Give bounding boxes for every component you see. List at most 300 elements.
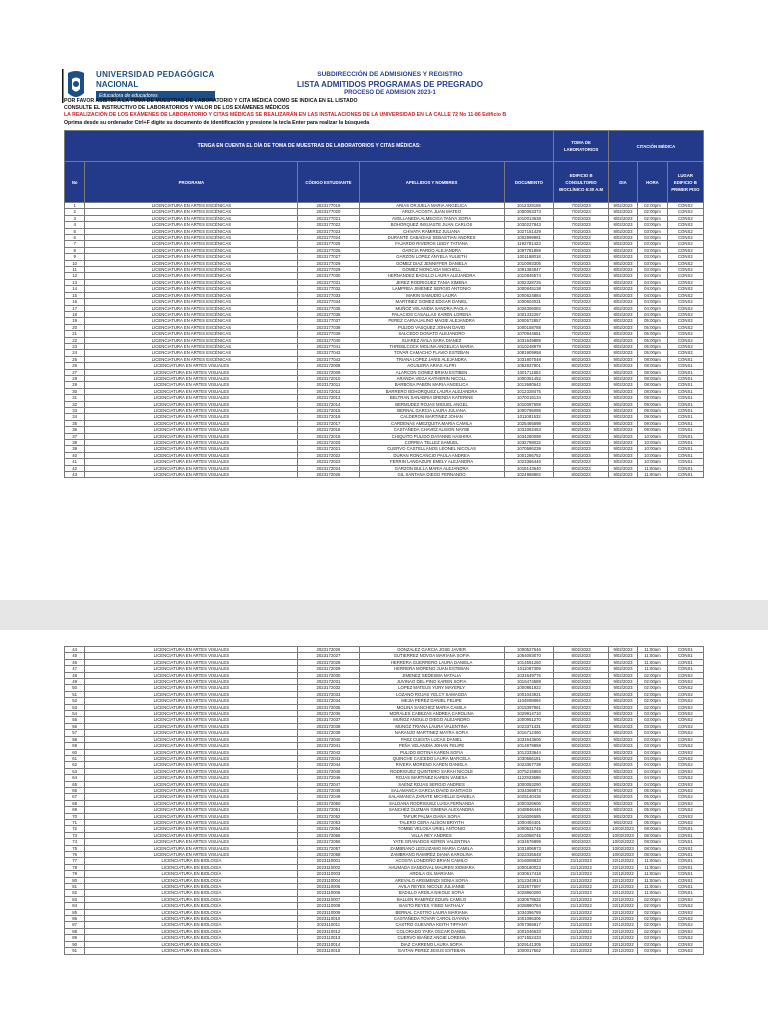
cell-no: 79 <box>65 871 85 877</box>
cell-no: 55 <box>65 717 85 723</box>
cell-no: 44 <box>65 647 85 653</box>
cell-hora: 05:00pm <box>638 787 667 793</box>
cell-lugar: CONS2 <box>667 736 703 742</box>
cell-hora: 11:00am <box>638 884 667 890</box>
cell-nombres: CORREA TELLEZ SAMUEL <box>359 440 504 446</box>
cell-no: 20 <box>65 324 85 330</box>
cell-documento: 1104908894 <box>504 698 554 704</box>
cell-nombres: JIMENEZ SEDESMA NATALIA <box>359 672 504 678</box>
cell-no: 32 <box>65 401 85 407</box>
cell-codigo: 2023177041 <box>298 343 359 349</box>
cell-dia: 8/02/2023 <box>608 286 637 292</box>
cell-lugar: CONS2 <box>667 331 703 337</box>
cell-hora: 11:00am <box>638 465 667 471</box>
cell-no: 89 <box>65 935 85 941</box>
cell-nombres: RODRIGUEZ QUINTERO SARAH NICOLE <box>359 768 504 774</box>
cell-dia: 9/02/2023 <box>608 375 637 381</box>
cell-no: 17 <box>65 305 85 311</box>
cell-codigo: 2023172009 <box>298 369 359 375</box>
cell-nombres: YATE GRANADOS KEREN VALENTINA <box>359 839 504 845</box>
cell-programa: LICENCIATURA EN ARTES VISUALES <box>85 852 298 858</box>
cell-documento: 1000795085 <box>504 408 554 414</box>
cell-no: 73 <box>65 832 85 838</box>
cell-hora: 04:00pm <box>638 305 667 311</box>
cell-toma: 7/02/2023 <box>554 286 608 292</box>
cell-dia: 8/02/2023 <box>608 337 637 343</box>
cell-codigo: 2023110005 <box>298 884 359 890</box>
cell-nombres: TOMBE VELOSA URIEL ANTONIO <box>359 826 504 832</box>
table-row <box>65 472 704 478</box>
cell-nombres: AVILA REYES NICOLE JULIANNE <box>359 884 504 890</box>
cell-lugar: CONS2 <box>667 679 703 685</box>
cell-hora: 05:00pm <box>638 343 667 349</box>
cell-nombres: BERNAL GARCIA LAURA JULIANA <box>359 408 504 414</box>
cell-lugar: CONS2 <box>667 343 703 349</box>
cell-no: 72 <box>65 826 85 832</box>
cell-documento: 1014979858 <box>504 743 554 749</box>
cell-nombres: LOZANO ROJAS YELCY SAMAGDA <box>359 691 504 697</box>
cell-hora: 03:00pm <box>638 717 667 723</box>
cell-dia: 10/02/2023 <box>608 845 637 851</box>
cell-lugar: CONS2 <box>667 723 703 729</box>
cell-codigo: 2023172046 <box>298 775 359 781</box>
cell-programa: LICENCIATURA EN ARTES VISUALES <box>85 698 298 704</box>
cell-no: 54 <box>65 711 85 717</box>
cell-lugar: CONS2 <box>667 672 703 678</box>
cell-documento: 1015474589 <box>504 679 554 685</box>
cell-lugar: CONS2 <box>667 222 703 228</box>
cell-codigo: 2023172058 <box>298 852 359 858</box>
cell-hora: 04:00pm <box>638 286 667 292</box>
cell-toma: 7/02/2023 <box>554 203 608 209</box>
cell-nombres: BELTRAN SANABRIA BRENDA KATERINE <box>359 395 504 401</box>
cell-no: 12 <box>65 273 85 279</box>
cell-hora: 02:00pm <box>638 215 667 221</box>
cell-toma: 8/02/2023 <box>554 813 608 819</box>
cell-nombres: SALCEDO DONATO ALEJANDRO <box>359 331 504 337</box>
cell-toma: 8/02/2023 <box>554 401 608 407</box>
cell-nombres: MOLINA SANCHEZ MARIA CAMILA <box>359 704 504 710</box>
cell-nombres: VILLA REY ANDRES <box>359 832 504 838</box>
cell-lugar: CONS1 <box>667 440 703 446</box>
cell-nombres: BASTO REYES YISED NATHALY <box>359 903 504 909</box>
cell-hora: 02:00pm <box>638 679 667 685</box>
cell-dia: 9/02/2023 <box>608 679 637 685</box>
cell-documento: 1000572857 <box>504 318 554 324</box>
cell-codigo: 2023172018 <box>298 427 359 433</box>
cell-lugar: CONS2 <box>667 324 703 330</box>
cell-codigo: 2023172053 <box>298 819 359 825</box>
cell-no: 1 <box>65 203 85 209</box>
cell-toma: 8/02/2023 <box>554 807 608 813</box>
cell-programa: LICENCIATURA EN ARTES VISUALES <box>85 401 298 407</box>
cell-nombres: GOMEZ DIAZ JENNIFFER DANIELA <box>359 260 504 266</box>
cell-nombres: SAENZ ROJAS SERGIO ANDRES <box>359 781 504 787</box>
cell-documento: 1000053290 <box>504 781 554 787</box>
cell-documento: 1016058745 <box>504 832 554 838</box>
cell-nombres: QUINCHE CAICEDO LAURA MARCELA <box>359 755 504 761</box>
cell-codigo: 2023177019 <box>298 203 359 209</box>
cell-no: 58 <box>65 736 85 742</box>
cell-documento: 1001096306 <box>504 916 554 922</box>
cell-documento: 1016712460 <box>504 730 554 736</box>
cell-nombres: GARCIA PARDO ALEJANDRA <box>359 247 504 253</box>
cell-codigo: 2023172049 <box>298 794 359 800</box>
cell-documento: 1054093070 <box>504 653 554 659</box>
cell-toma: 7/02/2023 <box>554 267 608 273</box>
cell-toma: 8/02/2023 <box>554 452 608 458</box>
cell-lugar: CONS2 <box>667 273 703 279</box>
cell-nombres: GUTIERREZ NOVOA MARIANA SOFIA <box>359 653 504 659</box>
cell-lugar: CONS2 <box>667 260 703 266</box>
cell-documento: 1031649889 <box>504 337 554 343</box>
cell-codigo: 2023177038 <box>298 324 359 330</box>
cell-dia: 9/02/2023 <box>608 768 637 774</box>
cell-documento: 1030679632 <box>504 896 554 902</box>
cell-dia: 9/02/2023 <box>608 749 637 755</box>
cell-hora: 09:00am <box>638 414 667 420</box>
cell-dia: 10/02/2023 <box>608 826 637 832</box>
cell-toma: 8/02/2023 <box>554 472 608 478</box>
cell-nombres: AHUMADA SANDOVAL MAUREN XIOMARA <box>359 864 504 870</box>
cell-lugar: CONS2 <box>667 286 703 292</box>
cell-codigo: 2023177025 <box>298 241 359 247</box>
cell-hora: 04:00pm <box>638 279 667 285</box>
cell-dia: 9/02/2023 <box>608 730 637 736</box>
cell-toma: 21/12/2022 <box>554 890 608 896</box>
cell-documento: 1012328185 <box>504 203 554 209</box>
cell-hora: 05:00pm <box>638 807 667 813</box>
cell-lugar: CONS1 <box>667 459 703 465</box>
cell-nombres: BERNAL CASTRO LAURA MARIANA <box>359 909 504 915</box>
cell-no: 71 <box>65 819 85 825</box>
cell-hora: 09:00am <box>638 408 667 414</box>
cell-lugar: CONS1 <box>667 826 703 832</box>
cell-no: 5 <box>65 228 85 234</box>
cell-lugar: CONS2 <box>667 775 703 781</box>
cell-programa: LICENCIATURA EN ARTES VISUALES <box>85 382 298 388</box>
cell-dia: 9/02/2023 <box>608 794 637 800</box>
cell-no: 78 <box>65 864 85 870</box>
cell-documento: 1012343914 <box>504 877 554 883</box>
cell-hora: 08:00am <box>638 375 667 381</box>
cell-dia: 8/02/2023 <box>608 241 637 247</box>
cell-codigo: 2023172035 <box>298 704 359 710</box>
cell-codigo: 2023177020 <box>298 209 359 215</box>
cell-no: 75 <box>65 845 85 851</box>
cell-hora: 03:00pm <box>638 260 667 266</box>
cell-nombres: GOMEZ MONCADA MICHELL <box>359 267 504 273</box>
cell-lugar: CONS2 <box>667 311 703 317</box>
cell-documento: 1000063373 <box>504 209 554 215</box>
cell-nombres: AREVALO ARISMENDI SONIA SOFIA <box>359 877 504 883</box>
cell-nombres: GARZON LOPEZ ANYELA YULIETH <box>359 254 504 260</box>
cell-hora: 03:00pm <box>638 235 667 241</box>
cell-toma: 8/02/2023 <box>554 363 608 369</box>
cell-toma: 21/12/2022 <box>554 864 608 870</box>
cell-no: 7 <box>65 241 85 247</box>
cell-nombres: MARTINEZ GOMEZ EDGAR DANIEL <box>359 299 504 305</box>
cell-lugar: CONS2 <box>667 819 703 825</box>
cell-programa: LICENCIATURA EN ARTES VISUALES <box>85 666 298 672</box>
cell-dia: 8/02/2023 <box>608 254 637 260</box>
cell-programa: LICENCIATURA EN ARTES VISUALES <box>85 414 298 420</box>
cell-programa: LICENCIATURA EN ARTES VISUALES <box>85 839 298 845</box>
cell-programa: LICENCIATURA EN BIOLOGÍA <box>85 903 298 909</box>
cell-codigo: 2023172014 <box>298 401 359 407</box>
cell-nombres: BARBOSA PABON MARIA ANGELICA <box>359 382 504 388</box>
cell-hora: 03:00pm <box>638 736 667 742</box>
cell-no: 18 <box>65 311 85 317</box>
cell-codigo: 2023177032 <box>298 286 359 292</box>
cell-nombres: SANCHEZ GUZMAN GIMENA ALEXANDRA <box>359 807 504 813</box>
cell-codigo: 2023172036 <box>298 711 359 717</box>
cell-codigo: 2023172039 <box>298 730 359 736</box>
cell-codigo: 2023172015 <box>298 408 359 414</box>
cell-toma: 9/02/2023 <box>554 826 608 832</box>
cell-hora: 05:00pm <box>638 318 667 324</box>
cell-documento: 1002999881 <box>504 235 554 241</box>
cell-dia: 9/02/2023 <box>608 653 637 659</box>
cell-dia: 8/02/2023 <box>608 279 637 285</box>
cell-codigo: 2023177036 <box>298 311 359 317</box>
cell-programa: LICENCIATURA EN ARTES VISUALES <box>85 749 298 755</box>
cell-programa: LICENCIATURA EN ARTES VISUALES <box>85 433 298 439</box>
cell-programa: LICENCIATURA EN ARTES ESCÉNICAS <box>85 299 298 305</box>
cell-programa: LICENCIATURA EN ARTES VISUALES <box>85 845 298 851</box>
cell-no: 36 <box>65 427 85 433</box>
cell-toma: 8/02/2023 <box>554 717 608 723</box>
cell-nombres: GIL SANTANA DIEGO FERNANDO <box>359 472 504 478</box>
cell-hora: 02:00pm <box>638 209 667 215</box>
cell-no: 2 <box>65 209 85 215</box>
cell-lugar: CONS1 <box>667 446 703 452</box>
cell-codigo: 2023172021 <box>298 446 359 452</box>
cell-hora: 03:00pm <box>638 228 667 234</box>
cell-programa: LICENCIATURA EN ARTES VISUALES <box>85 794 298 800</box>
cell-toma: 7/02/2023 <box>554 343 608 349</box>
cell-programa: LICENCIATURA EN ARTES VISUALES <box>85 440 298 446</box>
note-attend: POR FAVOR ASISTIR A LA TOMA DE MUESTRAS DE LABORATORIO Y CITA MÉDICA COMO SE INDICA EN EL LISTADO <box>64 98 358 104</box>
cell-documento: 1019143640 <box>504 465 554 471</box>
cell-codigo: 2023172057 <box>298 845 359 851</box>
cell-toma: 8/02/2023 <box>554 395 608 401</box>
cell-nombres: CUERVO CASTELLANOS LEONEL NICOLAS <box>359 446 504 452</box>
note-search-tip: Oprima desde su ordenador Ctrl+F digite su documento de identificación y presione la tecla Enter para realizar la búsqueda <box>64 120 370 126</box>
cell-lugar: CONS1 <box>667 369 703 375</box>
cell-programa: LICENCIATURA EN ARTES VISUALES <box>85 672 298 678</box>
cell-documento: 1031807048 <box>504 356 554 362</box>
cell-programa: LICENCIATURA EN ARTES VISUALES <box>85 408 298 414</box>
cell-documento: 1031649776 <box>504 672 554 678</box>
cell-no: 47 <box>65 666 85 672</box>
cell-dia: 9/02/2023 <box>608 414 637 420</box>
cell-codigo: 2023172013 <box>298 395 359 401</box>
cell-documento: 1029141305 <box>504 941 554 947</box>
cell-lugar: CONS2 <box>667 203 703 209</box>
cell-toma: 21/12/2022 <box>554 948 608 954</box>
cell-toma: 8/02/2023 <box>554 775 608 781</box>
cell-programa: LICENCIATURA EN ARTES ESCÉNICAS <box>85 286 298 292</box>
cell-codigo: 2023177021 <box>298 215 359 221</box>
cell-documento: 1000631745 <box>504 826 554 832</box>
cell-dia: 9/02/2023 <box>608 382 637 388</box>
cell-lugar: CONS1 <box>667 433 703 439</box>
cell-codigo: 2023172042 <box>298 749 359 755</box>
cell-no: 83 <box>65 896 85 902</box>
cell-toma: 8/02/2023 <box>554 787 608 793</box>
cell-no: 21 <box>65 331 85 337</box>
cell-nombres: MUNOZ TRIANA LAURA VALENTINA <box>359 723 504 729</box>
cell-toma: 8/02/2023 <box>554 356 608 362</box>
cell-toma: 8/02/2023 <box>554 762 608 768</box>
cell-toma: 7/02/2023 <box>554 260 608 266</box>
cell-toma: 21/12/2022 <box>554 909 608 915</box>
cell-nombres: PULIDO VASQUEZ JOHAN DAVID <box>359 324 504 330</box>
cell-no: 68 <box>65 800 85 806</box>
cell-toma: 7/02/2023 <box>554 337 608 343</box>
cell-documento: 1011081532 <box>504 414 554 420</box>
cell-dia: 22/12/2022 <box>608 935 637 941</box>
cell-lugar: CONS2 <box>667 935 703 941</box>
col-lab-place: EDIFICIO B CONSULTORIO BIOCLÍNICO 6:30 A.M <box>554 162 608 203</box>
cell-nombres: TAFUR PALMA DIANA SOFIA <box>359 813 504 819</box>
cell-codigo: 2023172024 <box>298 465 359 471</box>
cell-dia: 9/02/2023 <box>608 388 637 394</box>
cell-toma: 8/02/2023 <box>554 440 608 446</box>
cell-programa: LICENCIATURA EN ARTES VISUALES <box>85 704 298 710</box>
medical-header: CITACIÓN MÉDICA <box>608 131 703 162</box>
cell-programa: LICENCIATURA EN ARTES VISUALES <box>85 807 298 813</box>
cell-no: 91 <box>65 948 85 954</box>
cell-nombres: HERRERA GUERRERO LAURA DANIELA <box>359 659 504 665</box>
cell-no: 87 <box>65 922 85 928</box>
cell-dia: 10/02/2023 <box>608 852 637 858</box>
admitted-table-page1 <box>64 130 704 478</box>
cell-dia: 22/12/2022 <box>608 941 637 947</box>
cell-programa: LICENCIATURA EN ARTES VISUALES <box>85 826 298 832</box>
cell-toma: 7/02/2023 <box>554 228 608 234</box>
cell-no: 57 <box>65 730 85 736</box>
cell-no: 42 <box>65 465 85 471</box>
cell-nombres: DIAZ CARRENO LAURA SOFIA <box>359 941 504 947</box>
cell-no: 61 <box>65 755 85 761</box>
cell-no: 56 <box>65 723 85 729</box>
cell-toma: 9/02/2023 <box>554 845 608 851</box>
cell-dia: 9/02/2023 <box>608 685 637 691</box>
schedule-banner: TENGA EN CUENTA EL DÍA DE TOMA DE MUESTRAS DE LABORATORIOS Y CITAS MÉDICAS: <box>65 131 554 162</box>
cell-lugar: CONS2 <box>667 279 703 285</box>
cell-programa: LICENCIATURA EN ARTES ESCÉNICAS <box>85 356 298 362</box>
cell-no: 76 <box>65 852 85 858</box>
col-lugar: LUGAR EDIFICIO B PRIMER PISO <box>667 162 703 203</box>
cell-documento: 1028860280 <box>504 890 554 896</box>
cell-dia: 9/02/2023 <box>608 666 637 672</box>
cell-programa: LICENCIATURA EN ARTES ESCÉNICAS <box>85 337 298 343</box>
cell-codigo: 2023177031 <box>298 279 359 285</box>
cell-lugar: CONS2 <box>667 247 703 253</box>
cell-documento: 1001711854 <box>504 369 554 375</box>
cell-programa: LICENCIATURA EN ARTES VISUALES <box>85 363 298 369</box>
cell-no: 34 <box>65 414 85 420</box>
cell-programa: LICENCIATURA EN BIOLOGÍA <box>85 877 298 883</box>
col-nombres: APELLIDOS Y NOMBRES <box>359 162 504 203</box>
cell-lugar: CONS2 <box>667 305 703 311</box>
cell-codigo: 2023177033 <box>298 292 359 298</box>
cell-documento: 1034576899 <box>504 839 554 845</box>
cell-nombres: AVELLANEDA ALMECIGA TANYA SOFIA <box>359 215 504 221</box>
cell-programa: LICENCIATURA EN ARTES VISUALES <box>85 723 298 729</box>
cell-toma: 8/02/2023 <box>554 659 608 665</box>
cell-nombres: CARDENAS AMEZQUITA MARIA CAMILA <box>359 420 504 426</box>
cell-no: 30 <box>65 388 85 394</box>
cell-codigo: 2023172047 <box>298 781 359 787</box>
cell-no: 39 <box>65 446 85 452</box>
cell-toma: 8/02/2023 <box>554 420 608 426</box>
cell-programa: LICENCIATURA EN ARTES VISUALES <box>85 736 298 742</box>
cell-programa: LICENCIATURA EN ARTES ESCÉNICAS <box>85 267 298 273</box>
cell-nombres: CASTRO GUEVARA KEITH TIFFANY <box>359 922 504 928</box>
cell-nombres: MUÑOZ ANGULO DIEGO ALEJANDRO <box>359 717 504 723</box>
cell-dia: 22/12/2022 <box>608 922 637 928</box>
cell-no: 38 <box>65 440 85 446</box>
cell-hora: 09:00am <box>638 420 667 426</box>
cell-no: 13 <box>65 279 85 285</box>
cell-hora: 05:00pm <box>638 331 667 337</box>
cell-nombres: BOHORQUEZ INSUASTE JUAN CARLOS <box>359 222 504 228</box>
cell-programa: LICENCIATURA EN ARTES ESCÉNICAS <box>85 228 298 234</box>
cell-documento: 1070016134 <box>504 395 554 401</box>
cell-hora: 11:00am <box>638 864 667 870</box>
cell-no: 4 <box>65 222 85 228</box>
cell-documento: 1000624884 <box>504 292 554 298</box>
cell-dia: 9/02/2023 <box>608 819 637 825</box>
cell-codigo: 2023172017 <box>298 420 359 426</box>
cell-codigo: 2023172026 <box>298 647 359 653</box>
cell-dia: 9/02/2023 <box>608 408 637 414</box>
cell-codigo: 2023177037 <box>298 318 359 324</box>
cell-documento: 1002328726 <box>504 279 554 285</box>
cell-lugar: CONS1 <box>667 852 703 858</box>
cell-hora: 02:00pm <box>638 203 667 209</box>
cell-no: 49 <box>65 679 85 685</box>
cell-codigo: 2023177028 <box>298 260 359 266</box>
cell-programa: LICENCIATURA EN ARTES ESCÉNICAS <box>85 318 298 324</box>
cell-toma: 8/02/2023 <box>554 414 608 420</box>
cell-dia: 8/02/2023 <box>608 222 637 228</box>
cell-toma: 7/02/2023 <box>554 273 608 279</box>
cell-nombres: THREBLCOCK MOLINA ANGELICA MARIA <box>359 343 504 349</box>
cell-hora: 05:00pm <box>638 794 667 800</box>
cell-hora: 08:00am <box>638 363 667 369</box>
cell-dia: 8/02/2023 <box>608 273 637 279</box>
cell-documento: 1052837901 <box>504 363 554 369</box>
cell-dia: 9/02/2023 <box>608 698 637 704</box>
cell-lugar: CONS2 <box>667 948 703 954</box>
cell-lugar: CONS1 <box>667 401 703 407</box>
cell-codigo: 2023110003 <box>298 871 359 877</box>
cell-no: 41 <box>65 459 85 465</box>
cell-codigo: 2023177022 <box>298 222 359 228</box>
cell-lugar: CONS1 <box>667 465 703 471</box>
cell-toma: 21/12/2022 <box>554 877 608 883</box>
cell-nombres: ALARCON GOMEZ BRIAN ESTIBEN <box>359 369 504 375</box>
cell-hora: 03:00pm <box>638 241 667 247</box>
cell-codigo: 2023110010 <box>298 916 359 922</box>
cell-documento: 1001046633 <box>504 928 554 934</box>
cell-toma: 7/02/2023 <box>554 222 608 228</box>
cell-dia: 9/02/2023 <box>608 755 637 761</box>
